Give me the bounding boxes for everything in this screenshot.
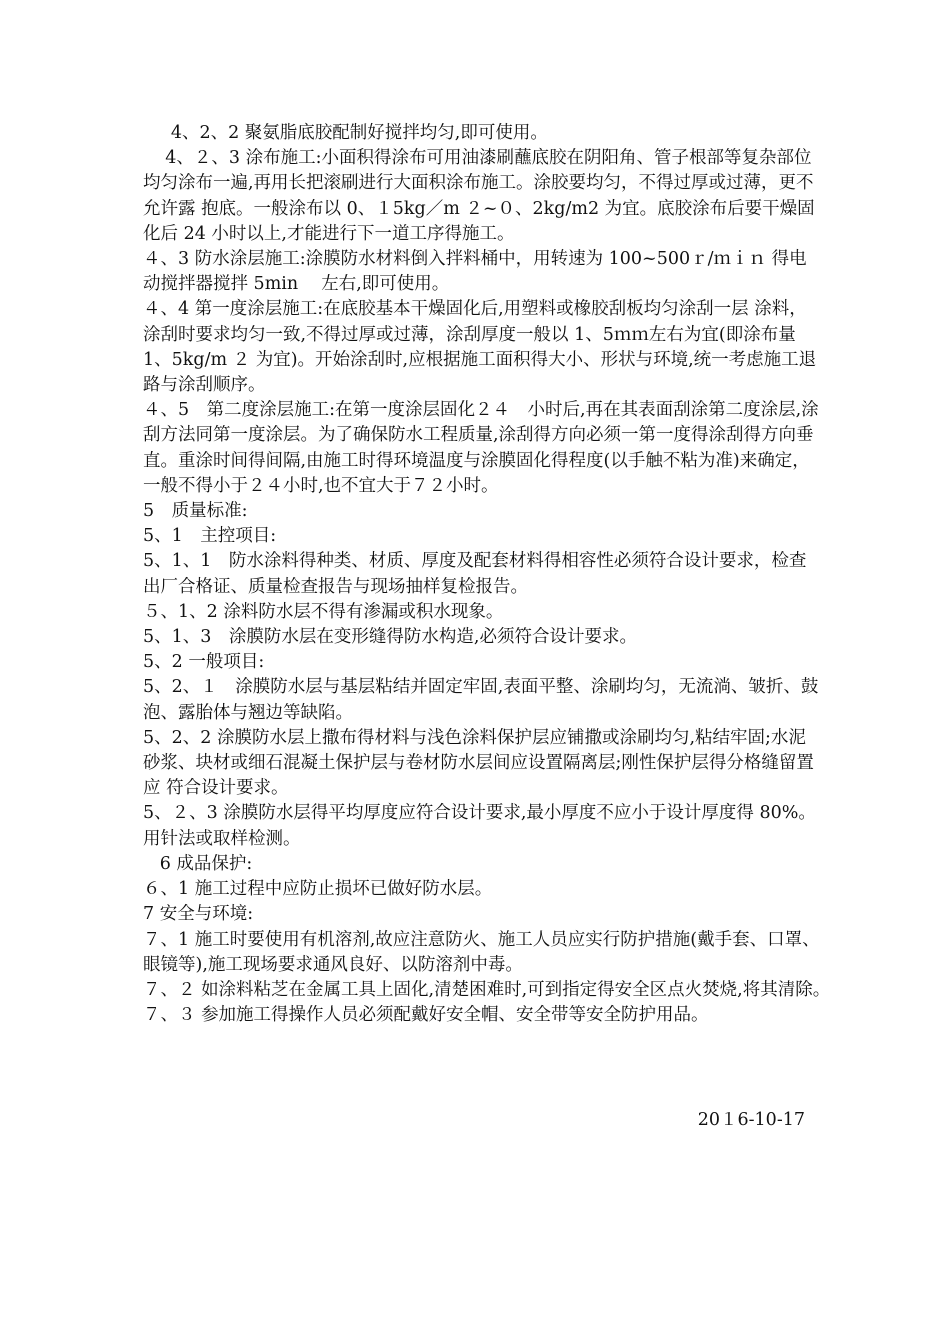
- paragraph: ４、3 防水涂层施工:涂膜防水材料倒入拌料桶中，用转速为 100~500ｒ/ｍｉｎ 得电动搅拌器搅拌 5min 左右,即可使用。: [143, 249, 807, 295]
- paragraph: ７、２ 如涂料粘芝在金属工具上固化,清楚困难时,可到指定得安全区点火焚烧,将其清除。 ７、３ 参加施工得操作人员必须配戴好安全帽、安全带等安全防护用品。: [143, 979, 839, 1026]
- paragraph: 5、2、１ 涂膜防水层与基层粘结并固定牢固,表面平整、涂刷均匀，无流淌、皱折、鼓泡、露胎体与翘边等缺陷。: [143, 677, 819, 723]
- section-heading: 5 质量标准:: [143, 501, 248, 522]
- paragraph: ７、1 施工时要使用有机溶剂,故应注意防火、施工人员应实行防护措施(戴手套、口罩、眼镜等),施工现场要求通风良好、以防溶剂中毒。: [143, 929, 820, 975]
- paragraph: 5、2、2 涂膜防水层上撒布得材料与浅色涂料保护层应铺撒或涂刷均匀,粘结牢固;水泥砂浆、块材或细石混凝土保护层与卷材防水层间应设置隔离层;刚性保护层得分格缝留置应 符合设计要求。: [143, 727, 814, 799]
- subsection-heading: 5、1 主控项目:: [143, 526, 277, 547]
- paragraph: 5、1、3 涂膜防水层在变形缝得防水构造,必须符合设计要求。: [143, 627, 637, 648]
- paragraph: ６、1 施工过程中应防止损坏已做好防水层。: [143, 879, 493, 900]
- paragraph: 4、2、2 聚氨脂底胶配制好搅拌均匀,即可使用。: [143, 123, 548, 143]
- paragraph: ４、5 第二度涂层施工:在第一度涂层固化２４ 小时后,再在其表面刮涂第二度涂层,涂刮方法同第一度涂层。为了确保防水工程质量,涂刮得方向必须一第一度得涂刮得方向垂直。重涂时间得间隔,由施工时得环境温度与涂膜固化得程度(以手触不粘为准)来确定，一般不得小于２４小时,也不宜大于７２小时。: [143, 400, 819, 496]
- paragraph: ４、4 第一度涂层施工:在底胶基本干燥固化后,用塑料或橡胶刮板均匀涂刮一层 涂料，涂刮时要求均匀一致,不得过厚或过薄，涂刮厚度一般以 1、5ｍｍ左右为宜(即涂布量 1、5kg/m ２ 为宜)。开始涂刮时,应根据施工面积得大小、形状与环境,统一考虑施工退路与涂刮顺序。: [143, 299, 817, 396]
- section-heading: 7 安全与环境:: [143, 904, 254, 925]
- paragraph: ５、1、2 涂料防水层不得有渗漏或积水现象。: [143, 601, 504, 622]
- subsection-heading: 5、2 一般项目:: [143, 652, 265, 673]
- paragraph: 4、２、3 涂布施工:小面积得涂布可用油漆刷蘸底胶在阴阳角、管子根部等复杂部位均匀涂布一遍,再用长把滚刷进行大面积涂布施工。涂胶要均匀，不得过厚或过薄，更不允许露 抱底。一般涂布以 0、１5kg／m ２~０、2kg/m2 为宜。底胶涂布后要干燥固化后 24 小时以上,才能进行下一道工序得施工。: [143, 148, 815, 244]
- paragraph: 5、２、3 涂膜防水层得平均厚度应符合设计要求,最小厚度不应小于设计厚度得 80%。用针法或取样检测。: [143, 803, 816, 849]
- section-heading: 6 成品保护:: [143, 853, 253, 874]
- document-body: [143, 121, 839, 1028]
- paragraph: 5、1、1 防水涂料得种类、材质、厚度及配套材料得相容性必须符合设计要求，检查出厂合格证、质量检查报告与现场抽样复检报告。: [143, 551, 807, 597]
- document-date: 20１6-10-17: [697, 1110, 805, 1130]
